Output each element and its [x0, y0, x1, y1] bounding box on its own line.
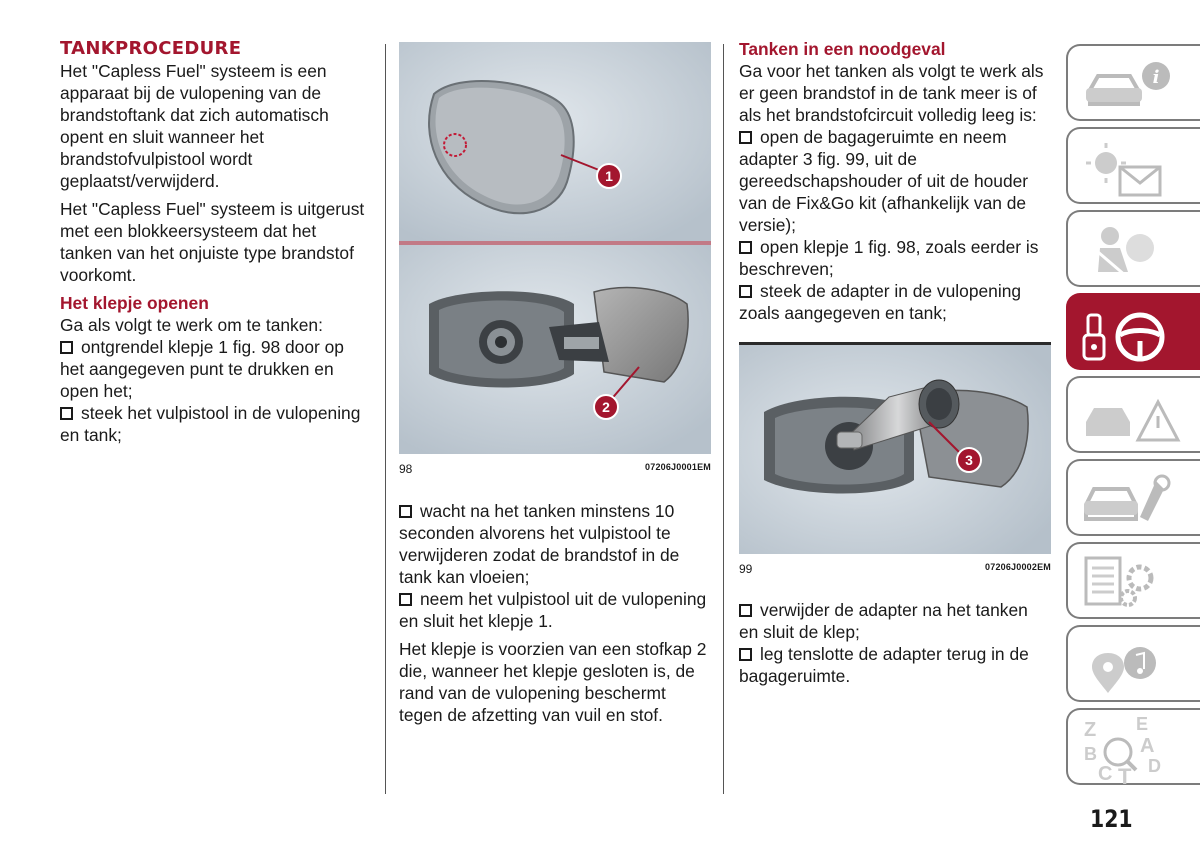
tab-safety[interactable] [1066, 210, 1200, 287]
callout-1: 1 [605, 168, 613, 184]
dashboard-lights-icon [1068, 129, 1200, 206]
maintenance-icon [1068, 461, 1200, 538]
paragraph: Het "Capless Fuel" systeem is een apparaat bij de vulopening van de brandstoftank dat zich automatisch opent en sluit wanneer het brandstofvulpistool wordt geplaatst/verwijderd. [60, 61, 329, 191]
list-item-text: verwijder de adapter na het tanken en sluit de klep; [739, 600, 1028, 642]
figure-98-image [399, 42, 711, 454]
column-divider [723, 44, 724, 794]
index-icon [1068, 710, 1200, 787]
list-item [739, 599, 1051, 643]
index-letter: T [1118, 764, 1132, 787]
list-item-text: wacht na het tanken minstens 10 seconden alvorens het vulpistool te verwijderen zodat de brandstof in de tank kan vloeien; [399, 501, 680, 587]
list-item [399, 500, 711, 588]
callout-2: 2 [602, 399, 610, 415]
paragraph: Ga als volgt te werk om te tanken: [60, 315, 323, 335]
index-letter: E [1136, 714, 1149, 734]
list-item [739, 126, 1051, 236]
list-item [60, 336, 372, 402]
multimedia-icon [1068, 627, 1200, 704]
figure-98-caption [399, 462, 711, 476]
car-info-icon [1068, 46, 1200, 123]
list-item-text: ontgrendel klepje 1 fig. 98 door op het aangegeven punt te drukken en open het; [60, 337, 344, 401]
subheading: Tanken in een noodgeval [739, 39, 946, 59]
list-item [739, 280, 1051, 324]
list-item-text: leg tenslotte de adapter terug in de bagageruimte. [739, 644, 1029, 686]
tab-dashboard-lights[interactable] [1066, 127, 1200, 204]
section-heading: TANKPROCEDURE [60, 38, 242, 59]
checkbox-bullet-icon [739, 648, 752, 661]
index-letter: Z [1084, 719, 1097, 741]
checkbox-bullet-icon [739, 604, 752, 617]
checkbox-bullet-icon [60, 341, 73, 354]
column-divider [385, 44, 386, 794]
tab-maintenance[interactable] [1066, 459, 1200, 536]
checkbox-bullet-icon [399, 593, 412, 606]
column-3-continued [739, 599, 1051, 687]
checkbox-bullet-icon [399, 505, 412, 518]
index-letter: A [1140, 735, 1155, 757]
page-number: 121 [1090, 805, 1133, 833]
list-item [739, 236, 1051, 280]
emergency-icon [1068, 378, 1200, 455]
figure-code: 07206J0001EM [645, 462, 711, 472]
tab-technical-data[interactable] [1066, 542, 1200, 619]
tab-index[interactable] [1066, 708, 1200, 785]
callout-3: 3 [965, 452, 973, 468]
technical-data-icon [1068, 544, 1200, 621]
checkbox-bullet-icon [739, 285, 752, 298]
checkbox-bullet-icon [739, 241, 752, 254]
list-item-text: open de bagageruimte en neem adapter 3 fig. 99, uit de gereedschapshouder of uit de houder van de Fix&Go kit (afhankelijk van de versie); [739, 127, 1029, 235]
list-item [60, 402, 372, 446]
tab-starting-driving[interactable] [1066, 293, 1200, 370]
figure-number: 99 [739, 562, 753, 576]
index-letter: D [1148, 756, 1161, 776]
figure-number: 98 [399, 462, 413, 476]
index-letter: B [1084, 744, 1097, 764]
tab-emergency[interactable] [1066, 376, 1200, 453]
paragraph: Het "Capless Fuel" systeem is uitgerust met een blokkeersysteem dat het tanken van het onjuiste type brandstof voorkomt. [60, 199, 365, 285]
checkbox-bullet-icon [739, 131, 752, 144]
key-steering-wheel-icon [1068, 295, 1200, 372]
tab-car-info[interactable] [1066, 44, 1200, 121]
svg-text:i: i [1152, 67, 1160, 88]
paragraph: Ga voor het tanken als volgt te werk als er geen brandstof in de tank meer is of als het brandstofcircuit volledig leeg is: [739, 61, 1044, 125]
figure-code: 07206J0002EM [985, 562, 1051, 572]
column-2 [399, 500, 711, 732]
list-item [739, 643, 1051, 687]
subheading: Het klepje openen [60, 293, 209, 313]
index-letter: C [1098, 763, 1113, 785]
column-3 [739, 38, 1051, 324]
list-item-text: open klepje 1 fig. 98, zoals eerder is beschreven; [739, 237, 1039, 279]
safety-airbag-icon [1068, 212, 1200, 289]
list-item [399, 588, 711, 632]
list-item-text: neem het vulpistool uit de vulopening en sluit het klepje 1. [399, 589, 707, 631]
figure-99-caption [739, 562, 1051, 576]
list-item-text: steek het vulpistool in de vulopening en tank; [60, 403, 361, 445]
figure-99-image [739, 342, 1051, 554]
checkbox-bullet-icon [60, 407, 73, 420]
column-1 [60, 38, 372, 446]
list-item-text: steek de adapter in de vulopening zoals aangegeven en tank; [739, 281, 1022, 323]
tab-multimedia[interactable] [1066, 625, 1200, 702]
paragraph: Het klepje is voorzien van een stofkap 2 die, wanneer het klepje gesloten is, de rand van de vulopening beschermt tegen de afzetting van vuil en stof. [399, 639, 707, 725]
